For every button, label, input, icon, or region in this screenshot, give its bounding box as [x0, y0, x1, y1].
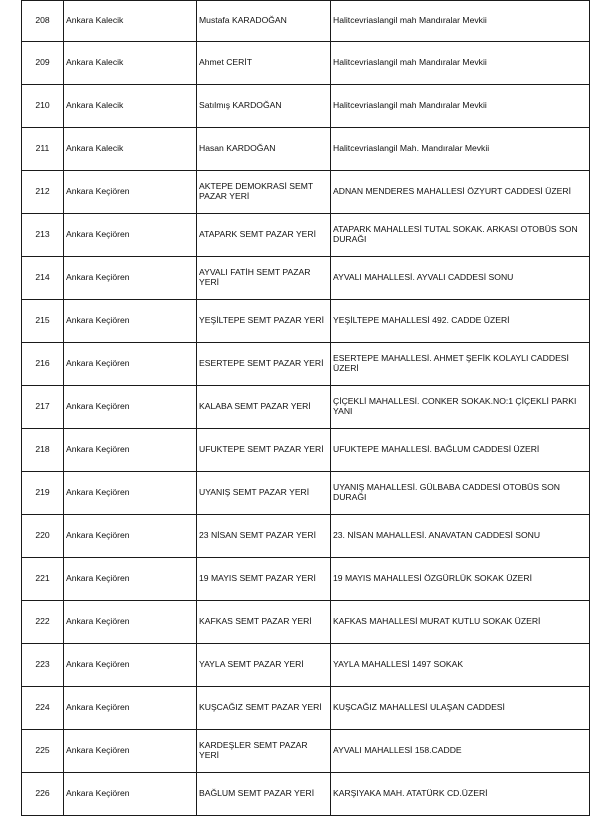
- row-location: Ankara Kalecik: [64, 42, 197, 85]
- table-row: [22, 472, 590, 515]
- row-address: KAFKAS MAHALLESİ MURAT KUTLU SOKAK ÜZERİ: [331, 601, 590, 644]
- row-name: 19 MAYIS SEMT PAZAR YERİ: [197, 558, 331, 601]
- row-location: Ankara Keçiören: [64, 601, 197, 644]
- row-address: Halitcevriaslangil mah Mandıralar Mevkii: [331, 85, 590, 128]
- row-name: Hasan KARDOĞAN: [197, 128, 331, 171]
- row-name: Mustafa KARADOĞAN: [197, 1, 331, 42]
- row-number: 209: [22, 42, 64, 85]
- row-address: 19 MAYIS MAHALLESİ ÖZGÜRLÜK SOKAK ÜZERİ: [331, 558, 590, 601]
- table-row: [22, 730, 590, 773]
- table-row: [22, 601, 590, 644]
- table-row: [22, 515, 590, 558]
- row-location: Ankara Keçiören: [64, 386, 197, 429]
- row-address: YEŞİLTEPE MAHALLESİ 492. CADDE ÜZERİ: [331, 300, 590, 343]
- row-name: YEŞİLTEPE SEMT PAZAR YERİ: [197, 300, 331, 343]
- row-number: 224: [22, 687, 64, 730]
- row-location: Ankara Keçiören: [64, 300, 197, 343]
- row-number: 221: [22, 558, 64, 601]
- row-number: 211: [22, 128, 64, 171]
- row-location: Ankara Keçiören: [64, 257, 197, 300]
- row-address: ESERTEPE MAHALLESİ. AHMET ŞEFİK KOLAYLI CADDESİ ÜZERİ: [331, 343, 590, 386]
- row-name: YAYLA SEMT PAZAR YERİ: [197, 644, 331, 687]
- row-address: Halitcevriaslangil mah Mandıralar Mevkii: [331, 1, 590, 42]
- row-address: YAYLA MAHALLESİ 1497 SOKAK: [331, 644, 590, 687]
- row-name: UFUKTEPE SEMT PAZAR YERİ: [197, 429, 331, 472]
- market-table: [21, 0, 590, 816]
- row-name: KARDEŞLER SEMT PAZAR YERİ: [197, 730, 331, 773]
- row-name: ESERTEPE SEMT PAZAR YERİ: [197, 343, 331, 386]
- row-address: KUŞCAĞIZ MAHALLESİ ULAŞAN CADDESİ: [331, 687, 590, 730]
- row-number: 225: [22, 730, 64, 773]
- row-address: ADNAN MENDERES MAHALLESİ ÖZYURT CADDESİ ÜZERİ: [331, 171, 590, 214]
- table-row: [22, 1, 590, 42]
- row-location: Ankara Keçiören: [64, 429, 197, 472]
- row-location: Ankara Kalecik: [64, 85, 197, 128]
- row-location: Ankara Keçiören: [64, 472, 197, 515]
- table-row: [22, 300, 590, 343]
- table-row: [22, 687, 590, 730]
- table-row: [22, 257, 590, 300]
- row-number: 218: [22, 429, 64, 472]
- row-address: Halitcevriaslangil mah Mandıralar Mevkii: [331, 42, 590, 85]
- row-address: KARŞIYAKA MAH. ATATÜRK CD.ÜZERİ: [331, 773, 590, 816]
- row-name: 23 NİSAN SEMT PAZAR YERİ: [197, 515, 331, 558]
- document-page: [21, 0, 587, 816]
- row-location: Ankara Keçiören: [64, 644, 197, 687]
- table-row: [22, 343, 590, 386]
- row-number: 222: [22, 601, 64, 644]
- row-location: Ankara Keçiören: [64, 773, 197, 816]
- row-location: Ankara Kalecik: [64, 1, 197, 42]
- row-location: Ankara Keçiören: [64, 687, 197, 730]
- row-address: ATAPARK MAHALLESİ TUTAL SOKAK. ARKASI OTOBÜS SON DURAĞI: [331, 214, 590, 257]
- row-name: UYANIŞ SEMT PAZAR YERİ: [197, 472, 331, 515]
- row-name: Satılmış KARDOĞAN: [197, 85, 331, 128]
- table-row: [22, 42, 590, 85]
- row-location: Ankara Keçiören: [64, 214, 197, 257]
- row-name: AKTEPE DEMOKRASİ SEMT PAZAR YERİ: [197, 171, 331, 214]
- row-location: Ankara Kalecik: [64, 128, 197, 171]
- table-row: [22, 214, 590, 257]
- row-name: KALABA SEMT PAZAR YERİ: [197, 386, 331, 429]
- table-row: [22, 429, 590, 472]
- row-address: UYANIŞ MAHALLESİ. GÜLBABA CADDESİ OTOBÜS SON DURAĞI: [331, 472, 590, 515]
- row-address: 23. NİSAN MAHALLESİ. ANAVATAN CADDESİ SONU: [331, 515, 590, 558]
- row-location: Ankara Keçiören: [64, 515, 197, 558]
- row-number: 213: [22, 214, 64, 257]
- table-row: [22, 558, 590, 601]
- row-name: KUŞCAĞIZ SEMT PAZAR YERİ: [197, 687, 331, 730]
- row-number: 208: [22, 1, 64, 42]
- row-address: Halitcevriaslangil Mah. Mandıralar Mevkii: [331, 128, 590, 171]
- table-row: [22, 773, 590, 816]
- table-row: [22, 85, 590, 128]
- row-number: 214: [22, 257, 64, 300]
- row-name: KAFKAS SEMT PAZAR YERİ: [197, 601, 331, 644]
- row-address: UFUKTEPE MAHALLESİ. BAĞLUM CADDESİ ÜZERİ: [331, 429, 590, 472]
- row-number: 219: [22, 472, 64, 515]
- row-address: ÇİÇEKLİ MAHALLESİ. CONKER SOKAK.NO:1 ÇİÇEKLİ PARKI YANI: [331, 386, 590, 429]
- table-row: [22, 128, 590, 171]
- row-name: AYVALI FATİH SEMT PAZAR YERİ: [197, 257, 331, 300]
- row-location: Ankara Keçiören: [64, 343, 197, 386]
- row-location: Ankara Keçiören: [64, 730, 197, 773]
- row-number: 212: [22, 171, 64, 214]
- row-number: 216: [22, 343, 64, 386]
- row-name: BAĞLUM SEMT PAZAR YERİ: [197, 773, 331, 816]
- row-number: 226: [22, 773, 64, 816]
- row-number: 217: [22, 386, 64, 429]
- table-row: [22, 171, 590, 214]
- table-row: [22, 386, 590, 429]
- row-location: Ankara Keçiören: [64, 558, 197, 601]
- row-address: AYVALI MAHALLESİ 158.CADDE: [331, 730, 590, 773]
- row-name: ATAPARK SEMT PAZAR YERİ: [197, 214, 331, 257]
- row-name: Ahmet CERİT: [197, 42, 331, 85]
- row-address: AYVALI MAHALLESİ. AYVALI CADDESİ SONU: [331, 257, 590, 300]
- row-location: Ankara Keçiören: [64, 171, 197, 214]
- row-number: 215: [22, 300, 64, 343]
- row-number: 223: [22, 644, 64, 687]
- row-number: 220: [22, 515, 64, 558]
- row-number: 210: [22, 85, 64, 128]
- table-row: [22, 644, 590, 687]
